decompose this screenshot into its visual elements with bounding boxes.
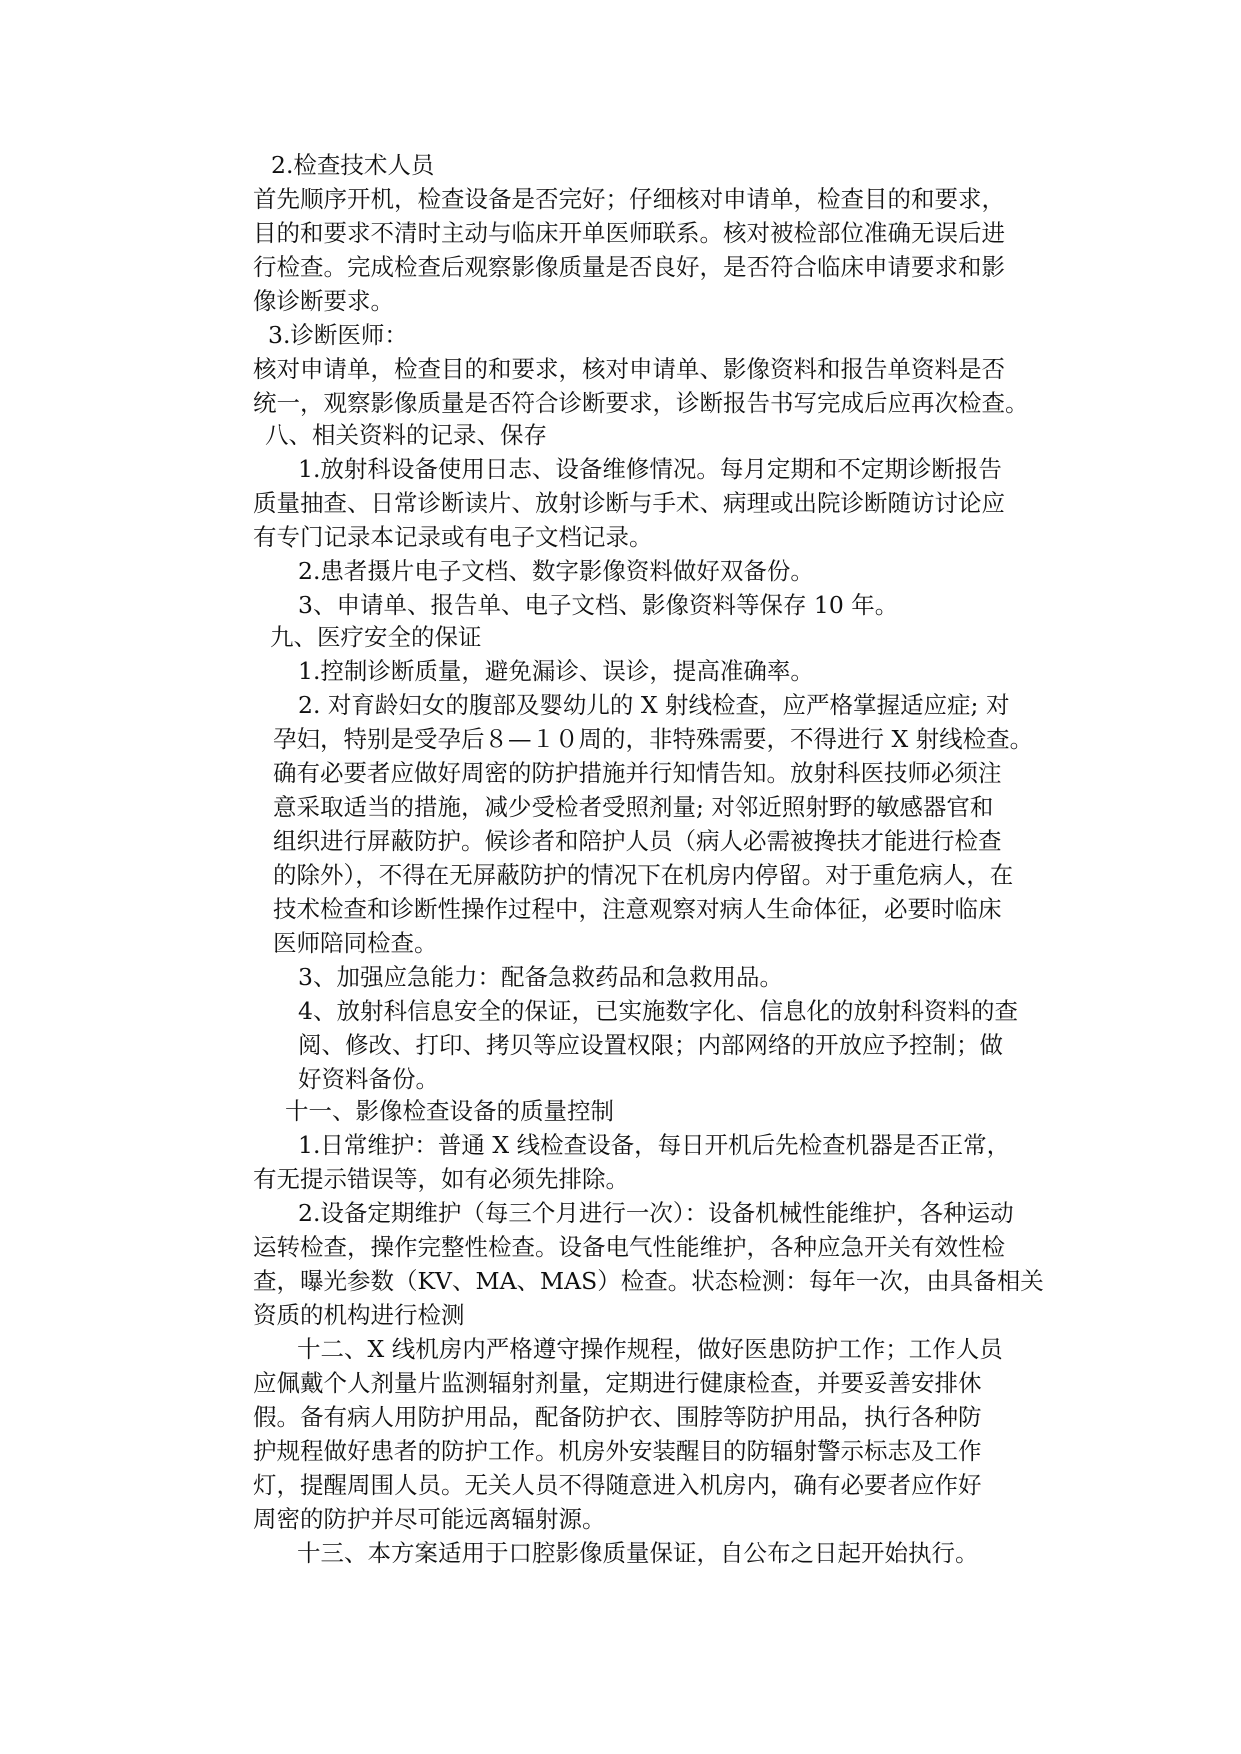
paragraph-line: 确有必要者应做好周密的防护措施并行知情告知。放射科医技师必须注 (273, 759, 1002, 787)
paragraph-line: 行检查。完成检查后观察影像质量是否良好，是否符合临床申请要求和影 (253, 253, 1005, 281)
paragraph-line: 组织进行屏蔽防护。候诊者和陪护人员（病人必需被搀扶才能进行检查 (273, 827, 1002, 855)
paragraph-line: 2. 对育龄妇女的腹部及婴幼儿的 X 射线检查，应严格掌握适应症; 对 (298, 691, 1010, 719)
paragraph-line: 统一，观察影像质量是否符合诊断要求，诊断报告书写完成后应再次检查。 (253, 389, 1029, 417)
paragraph-line: 运转检查，操作完整性检查。设备电气性能维护，各种应急开关有效性检 (253, 1233, 1005, 1261)
paragraph-line: 有无提示错误等，如有必须先排除。 (253, 1165, 629, 1193)
paragraph-line: 假。备有病人用防护用品，配备防护衣、围脖等防护用品，执行各种防 (253, 1403, 982, 1431)
paragraph-line: 医师陪同检查。 (273, 929, 438, 957)
paragraph-line: 有专门记录本记录或有电子文档记录。 (253, 523, 653, 551)
paragraph-line: 像诊断要求。 (253, 287, 394, 315)
paragraph-line: 目的和要求不清时主动与临床开单医师联系。核对被检部位准确无误后进 (253, 219, 1005, 247)
section-heading-13: 十三、本方案适用于口腔影像质量保证，自公布之日起开始执行。 (297, 1539, 979, 1567)
paragraph-line: 查，曝光参数（KV、MA、MAS）检查。状态检测：每年一次，由具备相关 (253, 1267, 1044, 1295)
section-heading-8: 八、相关资料的记录、保存 (265, 421, 547, 449)
paragraph-line: 核对申请单，检查目的和要求，核对申请单、影像资料和报告单资料是否 (253, 355, 1005, 383)
paragraph-line: 3、申请单、报告单、电子文档、影像资料等保存 10 年。 (298, 591, 899, 619)
paragraph-line: 2.设备定期维护（每三个月进行一次）：设备机械性能维护，各种运动 (298, 1199, 1014, 1227)
paragraph-line: 首先顺序开机，检查设备是否完好；仔细核对申请单，检查目的和要求， (253, 185, 1005, 213)
paragraph-line: 阅、修改、打印、拷贝等应设置权限；内部网络的开放应予控制；做 (298, 1031, 1003, 1059)
paragraph-line: 意采取适当的措施，减少受检者受照剂量; 对邻近照射野的敏感器官和 (273, 793, 994, 821)
paragraph-line: 技术检查和诊断性操作过程中，注意观察对病人生命体征，必要时临床 (273, 895, 1002, 923)
paragraph-line: 好资料备份。 (298, 1065, 439, 1093)
section-heading-12: 十二、X 线机房内严格遵守操作规程，做好医患防护工作；工作人员 (297, 1335, 1003, 1363)
paragraph-line: 1.放射科设备使用日志、设备维修情况。每月定期和不定期诊断报告 (298, 455, 1002, 483)
heading-2-tech-staff: 2.检查技术人员 (271, 151, 435, 179)
paragraph-line: 4、放射科信息安全的保证，已实施数字化、信息化的放射科资料的查 (298, 997, 1018, 1025)
paragraph-line: 孕妇，特别是受孕后８—１０周的，非特殊需要，不得进行 X 射线检查。 (273, 725, 1034, 753)
paragraph-line: 2.患者摄片电子文档、数字影像资料做好双备份。 (298, 557, 814, 585)
paragraph-line: 的除外），不得在无屏蔽防护的情况下在机房内停留。对于重危病人，在 (273, 861, 1014, 889)
paragraph-line: 质量抽查、日常诊断读片、放射诊断与手术、病理或出院诊断随访讨论应 (253, 489, 1005, 517)
section-heading-9: 九、医疗安全的保证 (270, 623, 482, 651)
paragraph-line: 应佩戴个人剂量片监测辐射剂量，定期进行健康检查，并要妥善安排休 (253, 1369, 982, 1397)
paragraph-line: 灯，提醒周围人员。无关人员不得随意进入机房内，确有必要者应作好 (253, 1471, 982, 1499)
paragraph-line: 1.控制诊断质量，避免漏诊、误诊，提高准确率。 (298, 657, 814, 685)
section-heading-11: 十一、影像检查设备的质量控制 (285, 1097, 614, 1125)
paragraph-line: 周密的防护并尽可能远离辐射源。 (253, 1505, 606, 1533)
paragraph-line: 资质的机构进行检测 (253, 1301, 465, 1329)
paragraph-line: 护规程做好患者的防护工作。机房外安装醒目的防辐射警示标志及工作 (253, 1437, 982, 1465)
heading-3-diagnostic-doctor: 3.诊断医师： (268, 321, 408, 349)
paragraph-line: 3、加强应急能力：配备急救药品和急救用品。 (298, 963, 783, 991)
paragraph-line: 1.日常维护：普通 X 线检查设备，每日开机后先检查机器是否正常， (298, 1131, 1011, 1159)
